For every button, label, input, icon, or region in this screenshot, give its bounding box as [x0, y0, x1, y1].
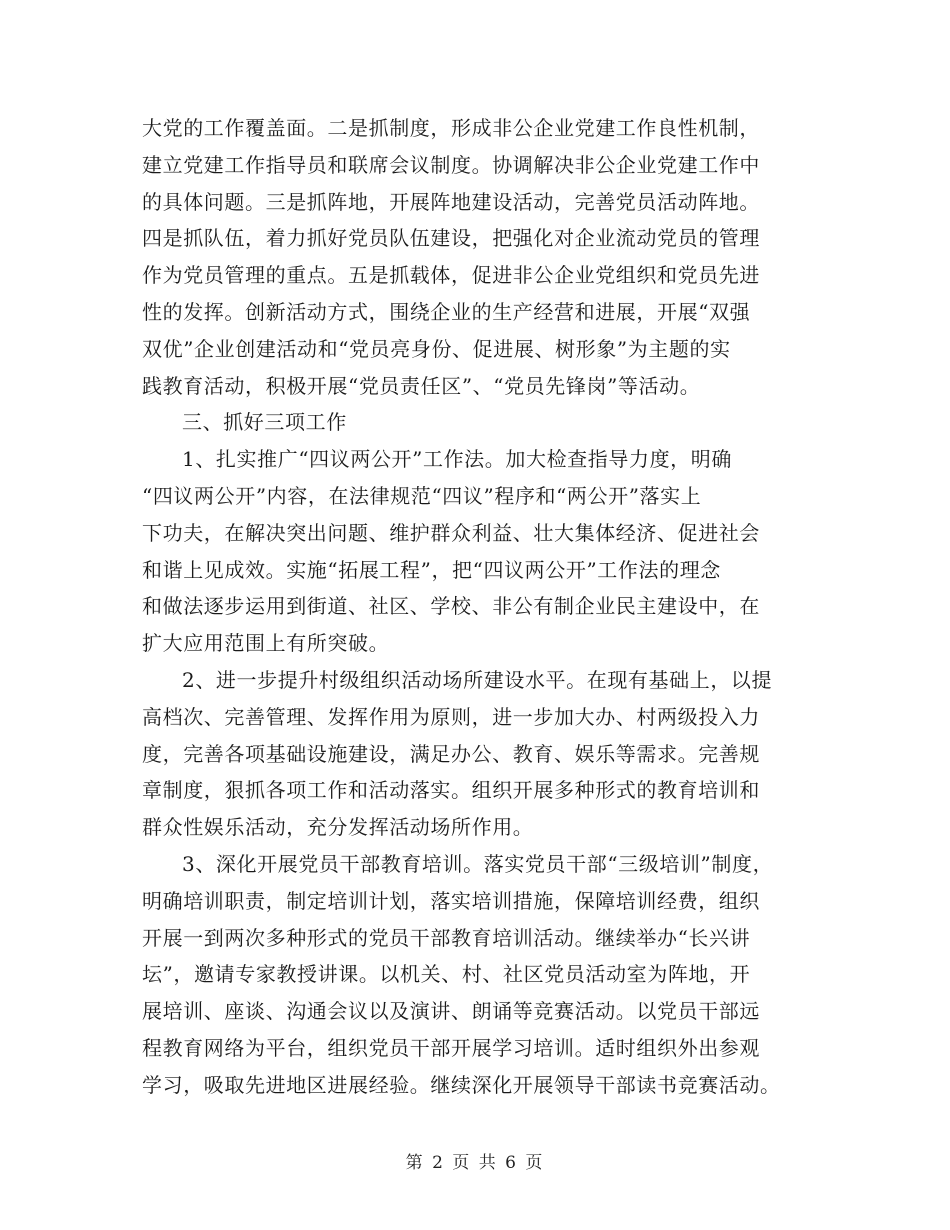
text-line: 扩大应用范围上有所突破。: [142, 631, 390, 656]
text-line: 3、深化开展党员干部教育培训。落实党员干部“三级培训”制度，: [182, 851, 774, 876]
text-line: 四是抓队伍，着力抓好党员队伍建设，把强化对企业流动党员的管理: [142, 226, 760, 251]
text-line: 性的发挥。创新活动方式，围绕企业的生产经营和进展，开展“双强: [142, 299, 751, 324]
text-line: “四议两公开”内容，在法律规范“四议”程序和“两公开”落实上: [142, 483, 702, 508]
text-line: 双优”企业创建活动和“党员亮身份、促进展、树形象”为主题的实: [142, 336, 731, 361]
text-line: 1、扎实推广“四议两公开”工作法。加大检查指导力度，明确: [182, 447, 732, 472]
text-line: 践教育活动，积极开展“党员责任区”、“党员先锋岗”等活动。: [142, 373, 701, 398]
text-line: 坛”，邀请专家教授讲课。以机关、村、社区党员活动室为阵地，开: [142, 962, 751, 987]
text-line: 章制度，狠抓各项工作和活动落实。组织开展多种形式的教育培训和: [142, 778, 760, 803]
text-line: 度，完善各项基础设施建设，满足办公、教育、娱乐等需求。完善规: [142, 741, 760, 766]
page-footer: 第 2 页 共 6 页: [405, 1153, 545, 1173]
text-line: 开展一到两次多种形式的党员干部教育培训活动。继续举办“长兴讲: [142, 925, 751, 950]
document-body: [142, 110, 832, 1104]
text-line: 和谐上见成效。实施“拓展工程”，把“四议两公开”工作法的理念: [142, 557, 721, 582]
section-heading: 三、抓好三项工作: [182, 410, 347, 435]
text-line: 作为党员管理的重点。五是抓载体，促进非公企业党组织和党员先进: [142, 263, 760, 288]
text-line: 的具体问题。三是抓阵地，开展阵地建设活动，完善党员活动阵地。: [142, 189, 760, 214]
text-line: 群众性娱乐活动，充分发挥活动场所作用。: [142, 815, 534, 840]
text-line: 程教育网络为平台，组织党员干部开展学习培训。适时组织外出参观: [142, 1035, 760, 1060]
text-line: 展培训、座谈、沟通会议以及演讲、朗诵等竞赛活动。以党员干部远: [142, 999, 760, 1024]
text-line: 高档次、完善管理、发挥作用为原则，进一步加大办、村两级投入力: [142, 704, 760, 729]
text-line: 学习，吸取先进地区进展经验。继续深化开展领导干部读书竞赛活动。: [142, 1072, 781, 1097]
text-line: 大党的工作覆盖面。二是抓制度，形成非公企业党建工作良性机制，: [142, 116, 760, 140]
text-line: 和做法逐步运用到街道、社区、学校、非公有制企业民主建设中，在: [142, 594, 760, 619]
text-line: 明确培训职责，制定培训计划，落实培训措施，保障培训经费，组织: [142, 888, 760, 913]
text-line: 下功夫，在解决突出问题、维护群众利益、壮大集体经济、促进社会: [142, 520, 760, 545]
text-line: 建立党建工作指导员和联席会议制度。协调解决非公企业党建工作中: [142, 152, 760, 177]
text-line: 2、进一步提升村级组织活动场所建设水平。在现有基础上，以提: [182, 667, 773, 692]
